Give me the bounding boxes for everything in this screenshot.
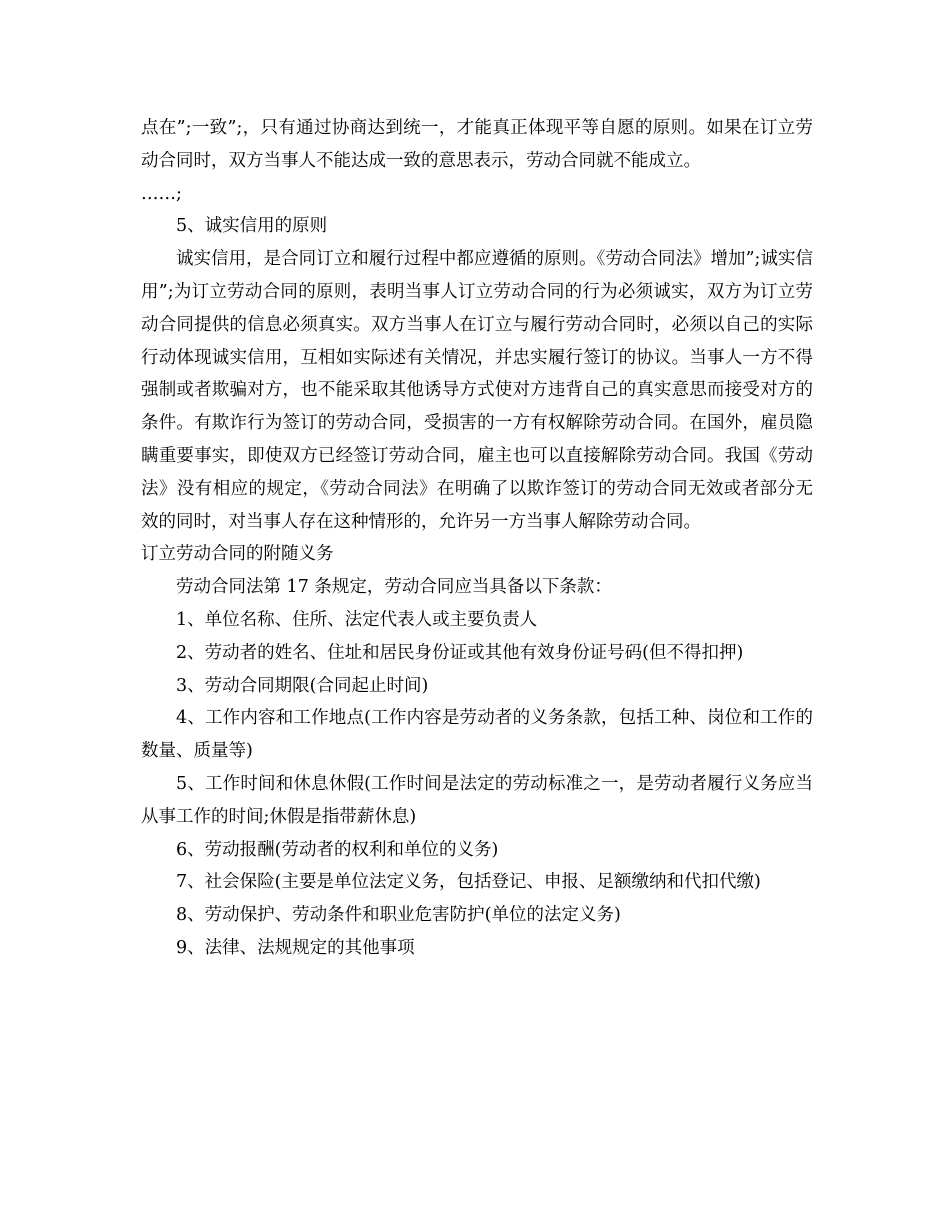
- list-item-2: 2、劳动者的姓名、住址和居民身份证或其他有效身份证号码(但不得扣押): [176, 642, 744, 663]
- list-item-8: 8、劳动保护、劳动条件和职业危害防护(单位的法定义务): [176, 905, 621, 926]
- list-item-4: 4、工作内容和工作地点(工作内容是劳动者的义务条款，包括工种、岗位和工作的数量、质量等): [141, 708, 813, 762]
- continuation-paragraph: 点在”;一致”;，只有通过协商达到统一，才能真正体现平等自愿的原则。如果在订立劳动合同时，双方当事人不能达成一致的意思表示，劳动合同就不能成立。: [141, 118, 813, 171]
- list-item-6: 6、劳动报酬(劳动者的权利和单位的义务): [176, 839, 499, 860]
- section-5-body: 诚实信用，是合同订立和履行过程中都应遵循的原则。《劳动合同法》增加”;诚实信用”;为订立劳动合同的原则，表明当事人订立劳动合同的行为必须诚实，双方为订立劳动合同提供的信息必须真实。双方当事人在订立与履行劳动合同时，必须以自己的实际行动体现诚实信用，互相如实际述有关情况，并忠实履行签订的协议。当事人一方不得强制或者欺骗对方，也不能采取其他诱导方式使对方违背自己的真实意思而接受对方的条件。有欺诈行为签订的劳动合同，受损害的一方有权解除劳动合同。在国外，雇员隐瞒重要事实，即使双方已经签订劳动合同，雇主也可以直接解除劳动合同。我国《劳动法》没有相应的规定，《劳动合同法》在明确了以欺诈签订的劳动合同无效或者部分无效的同时，对当事人存在这种情形的，允许另一方当事人解除劳动合同。: [141, 249, 813, 532]
- list-item-1: 1、单位名称、住所、法定代表人或主要负责人: [176, 609, 538, 630]
- list-item-9: 9、法律、法规规定的其他事项: [176, 937, 415, 958]
- intro-paragraph: 劳动合同法第 17 条规定，劳动合同应当具备以下条款：: [176, 577, 612, 598]
- ellipsis-line: ……;: [141, 183, 182, 204]
- section-5-title: 5、诚实信用的原则: [176, 216, 328, 237]
- section-heading: 订立劳动合同的附随义务: [141, 544, 334, 565]
- list-item-5: 5、工作时间和休息休假(工作时间是法定的劳动标准之一，是劳动者履行义务应当从事工作的时间;休假是指带薪休息): [141, 773, 813, 827]
- list-item-3: 3、劳动合同期限(合同起止时间): [176, 675, 429, 696]
- list-item-7: 7、社会保险(主要是单位法定义务，包括登记、申报、足额缴纳和代扣代缴): [176, 872, 761, 893]
- document-page: [141, 112, 813, 965]
